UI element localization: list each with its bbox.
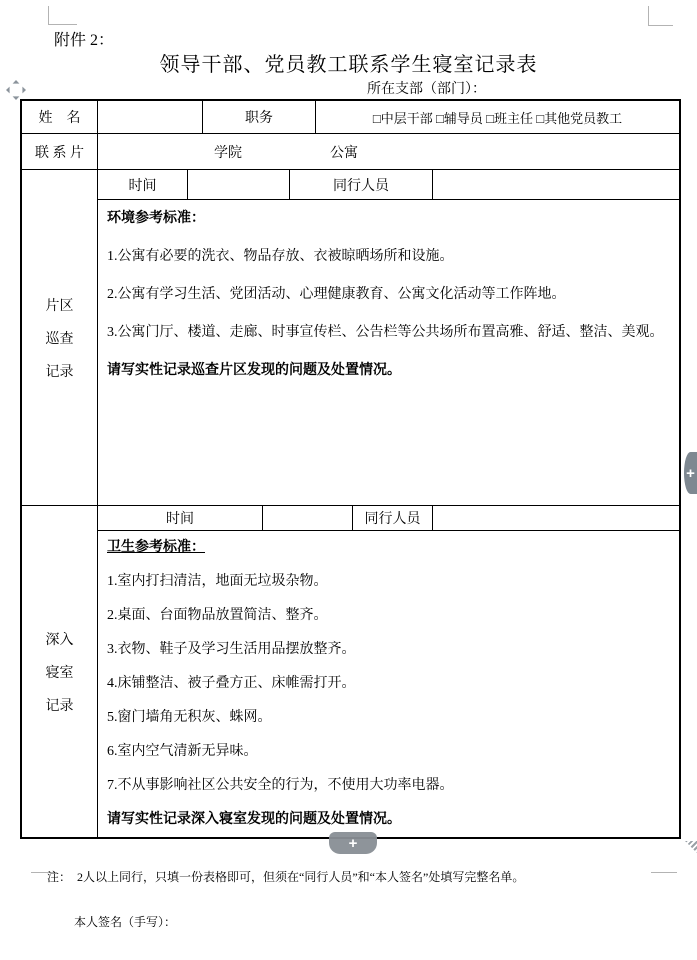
standard-item: 1.室内打扫清洁，地面无垃圾杂物。 <box>107 574 328 589</box>
table-row <box>22 101 679 134</box>
signature-line: 本人签名（手写）： <box>74 915 177 929</box>
time-input-cell[interactable] <box>188 170 290 199</box>
name-input-cell[interactable] <box>98 101 203 133</box>
duty-checkbox-options[interactable]: □中层干部 □辅导员 □班主任 □其他党员教工 <box>372 110 623 126</box>
corner-mark-top-right-h <box>648 25 673 26</box>
district-patrol-content[interactable] <box>98 200 679 505</box>
time-label: 时间 <box>98 170 188 199</box>
dorm-visit-content[interactable] <box>98 531 679 837</box>
standard-title: 环境参考标准： <box>107 211 205 226</box>
time-label: 时间 <box>98 506 263 530</box>
page-side-plus-handle[interactable] <box>684 452 697 494</box>
standard-title: 卫生参考标准： <box>107 540 205 555</box>
table-row <box>98 170 679 200</box>
table-move-anchor-icon[interactable] <box>6 80 26 100</box>
page-title: 领导干部、党员教工联系学生寝室记录表 <box>159 54 538 76</box>
section-side-label: 片区 巡查 记录 <box>22 170 98 505</box>
table-row <box>22 134 679 170</box>
floating-plus-button[interactable] <box>329 832 377 854</box>
note-text: 2人以上同行，只填一份表格即可，但须在“同行人员”和“本人签名”处填写完整名单。 <box>77 870 525 884</box>
footer-note <box>47 840 524 960</box>
companion-label: 同行人员 <box>353 506 433 530</box>
standard-item: 4.床铺整洁、被子叠方正、床帷需打开。 <box>107 676 356 691</box>
record-prompt: 请写实性记录深入寝室发现的问题及处置情况。 <box>107 812 401 827</box>
standard-item: 5.窗门墙角无积灰、蛛网。 <box>107 710 272 725</box>
standard-item: 2.公寓有学习生活、党团活动、心理健康教育、公寓文化活动等工作阵地。 <box>107 287 566 302</box>
branch-department-label: 所在支部（部门）： <box>367 82 486 97</box>
note-label: 注： <box>47 870 72 884</box>
plus-icon: + <box>348 834 358 852</box>
section-side-label: 深入 寝室 记录 <box>22 506 98 837</box>
resize-grip-icon[interactable] <box>685 841 697 853</box>
corner-mark-bottom-right-h <box>651 872 677 873</box>
college-label: 学院 <box>214 145 242 161</box>
record-prompt: 请写实性记录巡查片区发现的问题及处置情况。 <box>107 363 401 378</box>
table-row <box>98 506 679 531</box>
section-dorm-visit <box>22 506 679 837</box>
contact-area-label: 联 系 片 <box>22 134 98 169</box>
duty-label: 职务 <box>203 101 316 133</box>
apartment-label: 公寓 <box>330 145 358 161</box>
section-district-patrol <box>22 170 679 506</box>
standard-item: 3.衣物、鞋子及学习生活用品摆放整齐。 <box>107 642 356 657</box>
time-input-cell[interactable] <box>263 506 353 530</box>
corner-mark-top-left-v <box>48 6 49 25</box>
name-label: 姓 名 <box>22 101 98 133</box>
standard-item: 3.公寓门厅、楼道、走廊、时事宣传栏、公告栏等公共场所布置高雅、舒适、整洁、美观。 <box>107 325 664 340</box>
companion-label: 同行人员 <box>290 170 433 199</box>
standard-item: 6.室内空气清新无异味。 <box>107 744 258 759</box>
plus-icon: + <box>686 464 695 482</box>
corner-mark-top-left-h <box>48 24 77 25</box>
standard-item: 1.公寓有必要的洗衣、物品存放、衣被晾晒场所和设施。 <box>107 249 454 264</box>
record-form-table <box>20 99 681 839</box>
companion-input-cell[interactable] <box>433 506 679 530</box>
companion-input-cell[interactable] <box>433 170 679 199</box>
corner-mark-top-right-v <box>648 6 649 26</box>
contact-area-cell[interactable] <box>98 134 679 169</box>
standard-item: 7.不从事影响社区公共安全的行为，不使用大功率电器。 <box>107 778 454 793</box>
attachment-label: 附件 2： <box>54 32 115 49</box>
standard-item: 2.桌面、台面物品放置简洁、整齐。 <box>107 608 328 623</box>
